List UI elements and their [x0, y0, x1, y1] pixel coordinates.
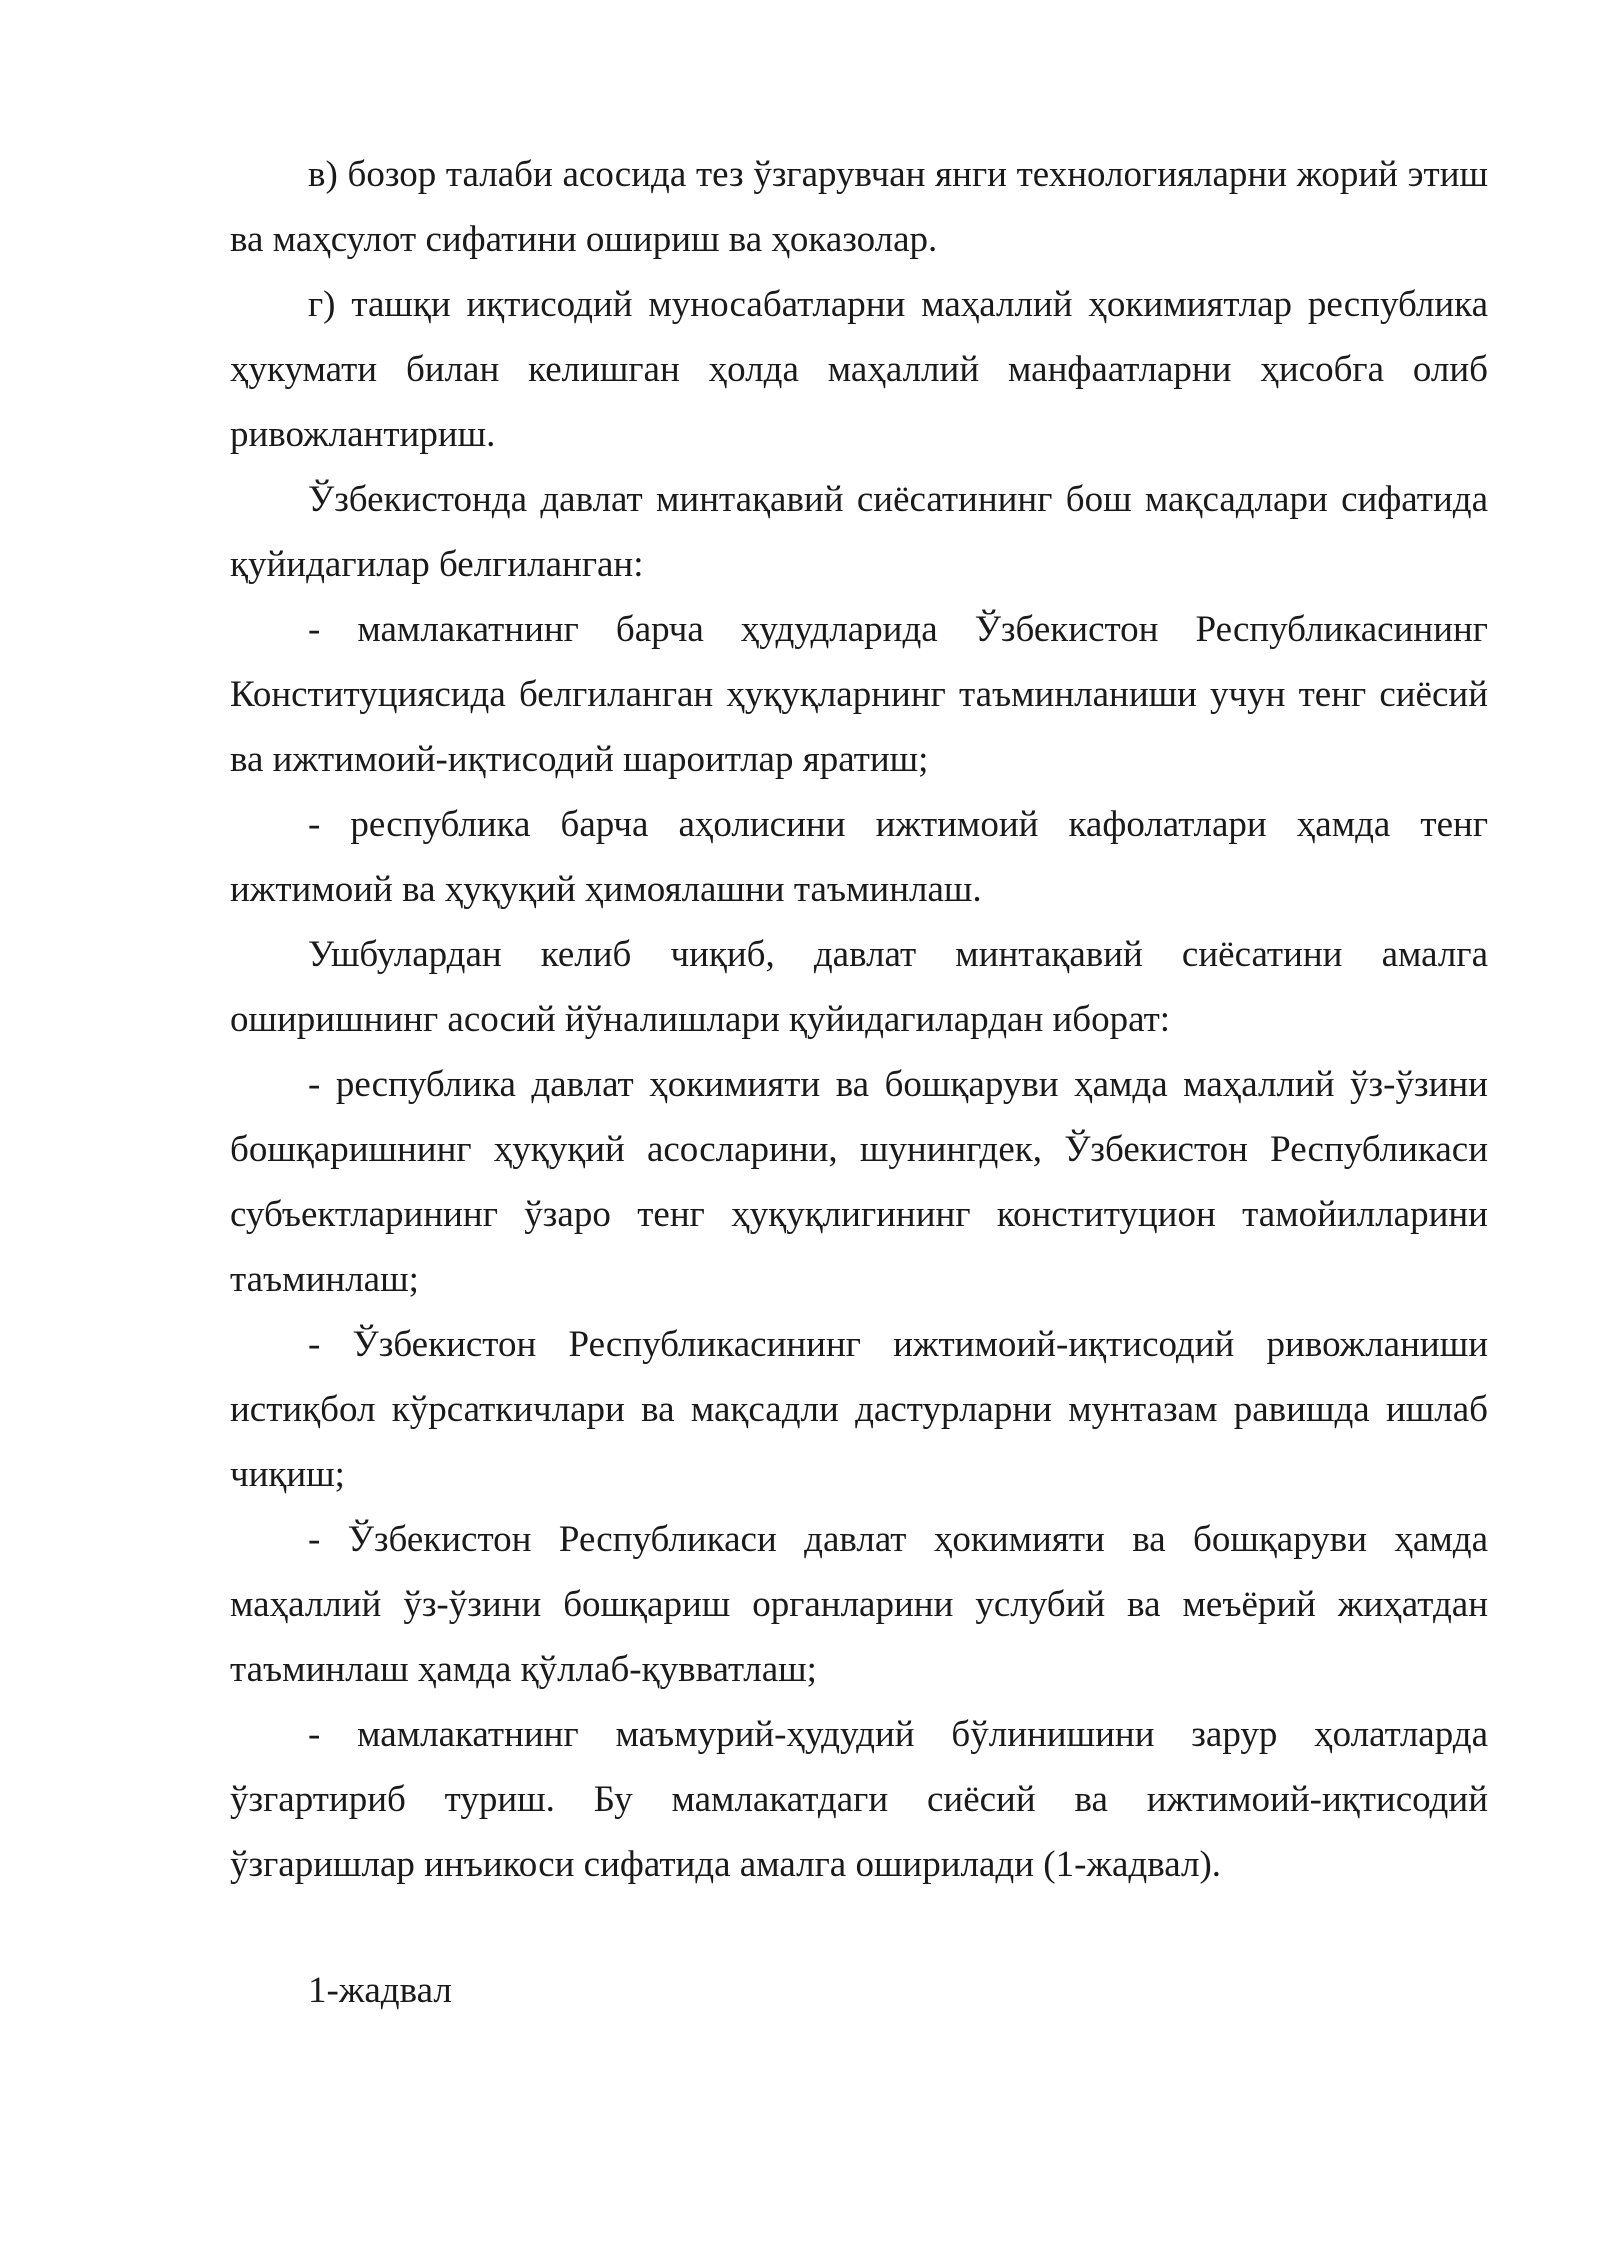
- paragraph-goal-1: - мамлакатнинг барча ҳудудларида Ўзбекистон Республикасининг Конституциясида белгиланган ҳуқуқларнинг таъминланиши учун тенг сиёсий ва ижтимоий-иқтисодий шароитлар яратиш;: [230, 609, 1488, 780]
- table-caption: 1-жадвал: [308, 1970, 452, 2011]
- paragraph-direction-3: - Ўзбекистон Республикаси давлат ҳокимияти ва бошқаруви ҳамда маҳаллий ўз-ўзини бошқариш органларини услубий ва меъёрий жиҳатдан таъминлаш ҳамда қўллаб-қувватлаш;: [230, 1519, 1488, 1690]
- paragraph-item-v: в) бозор талаби асосида тез ўзгарувчан янги технологияларни жорий этиш ва маҳсулот сифатини ошириш ва ҳоказолар.: [230, 154, 1488, 260]
- paragraph-goal-2: - республика барча аҳолисини ижтимоий кафолатлари ҳамда тенг ижтимоий ва ҳуқуқий ҳимоялашни таъминлаш.: [230, 804, 1488, 910]
- paragraph-goals-intro: Ўзбекистонда давлат минтақавий сиёсатининг бош мақсадлари сифатида қуйидагилар белгиланган:: [230, 479, 1488, 585]
- paragraph-directions-intro: Ушбулардан келиб чиқиб, давлат минтақавий сиёсатини амалга оширишнинг асосий йўналишлари қуйидагилардан иборат:: [230, 934, 1488, 1040]
- body-text: [230, 142, 1488, 1897]
- paragraph-direction-2: - Ўзбекистон Республикасининг ижтимоий-иқтисодий ривожланиши истиқбол кўрсаткичлари ва мақсадли дастурларни мунтазам равишда ишлаб чиқиш;: [230, 1324, 1488, 1495]
- paragraph-direction-4: - мамлакатнинг маъмурий-ҳудудий бўлинишини зарур ҳолатларда ўзгартириб туриш. Бу мамлакатдаги сиёсий ва ижтимоий-иқтисодий ўзгаришлар инъикоси сифатида амалга оширилади (1-жадвал).: [230, 1714, 1488, 1885]
- paragraph-item-g: г) ташқи иқтисодий муносабатларни маҳаллий ҳокимиятлар республика ҳукумати билан келишган ҳолда маҳаллий манфаатларни ҳисобга олиб ривожлантириш.: [230, 284, 1488, 455]
- paragraph-direction-1: - республика давлат ҳокимияти ва бошқаруви ҳамда маҳаллий ўз-ўзини бошқаришнинг ҳуқуқий асосларини, шунингдек, Ўзбекистон Республикаси субъектларининг ўзаро тенг ҳуқуқлигининг конституцион тамойилларини таъминлаш;: [230, 1064, 1488, 1300]
